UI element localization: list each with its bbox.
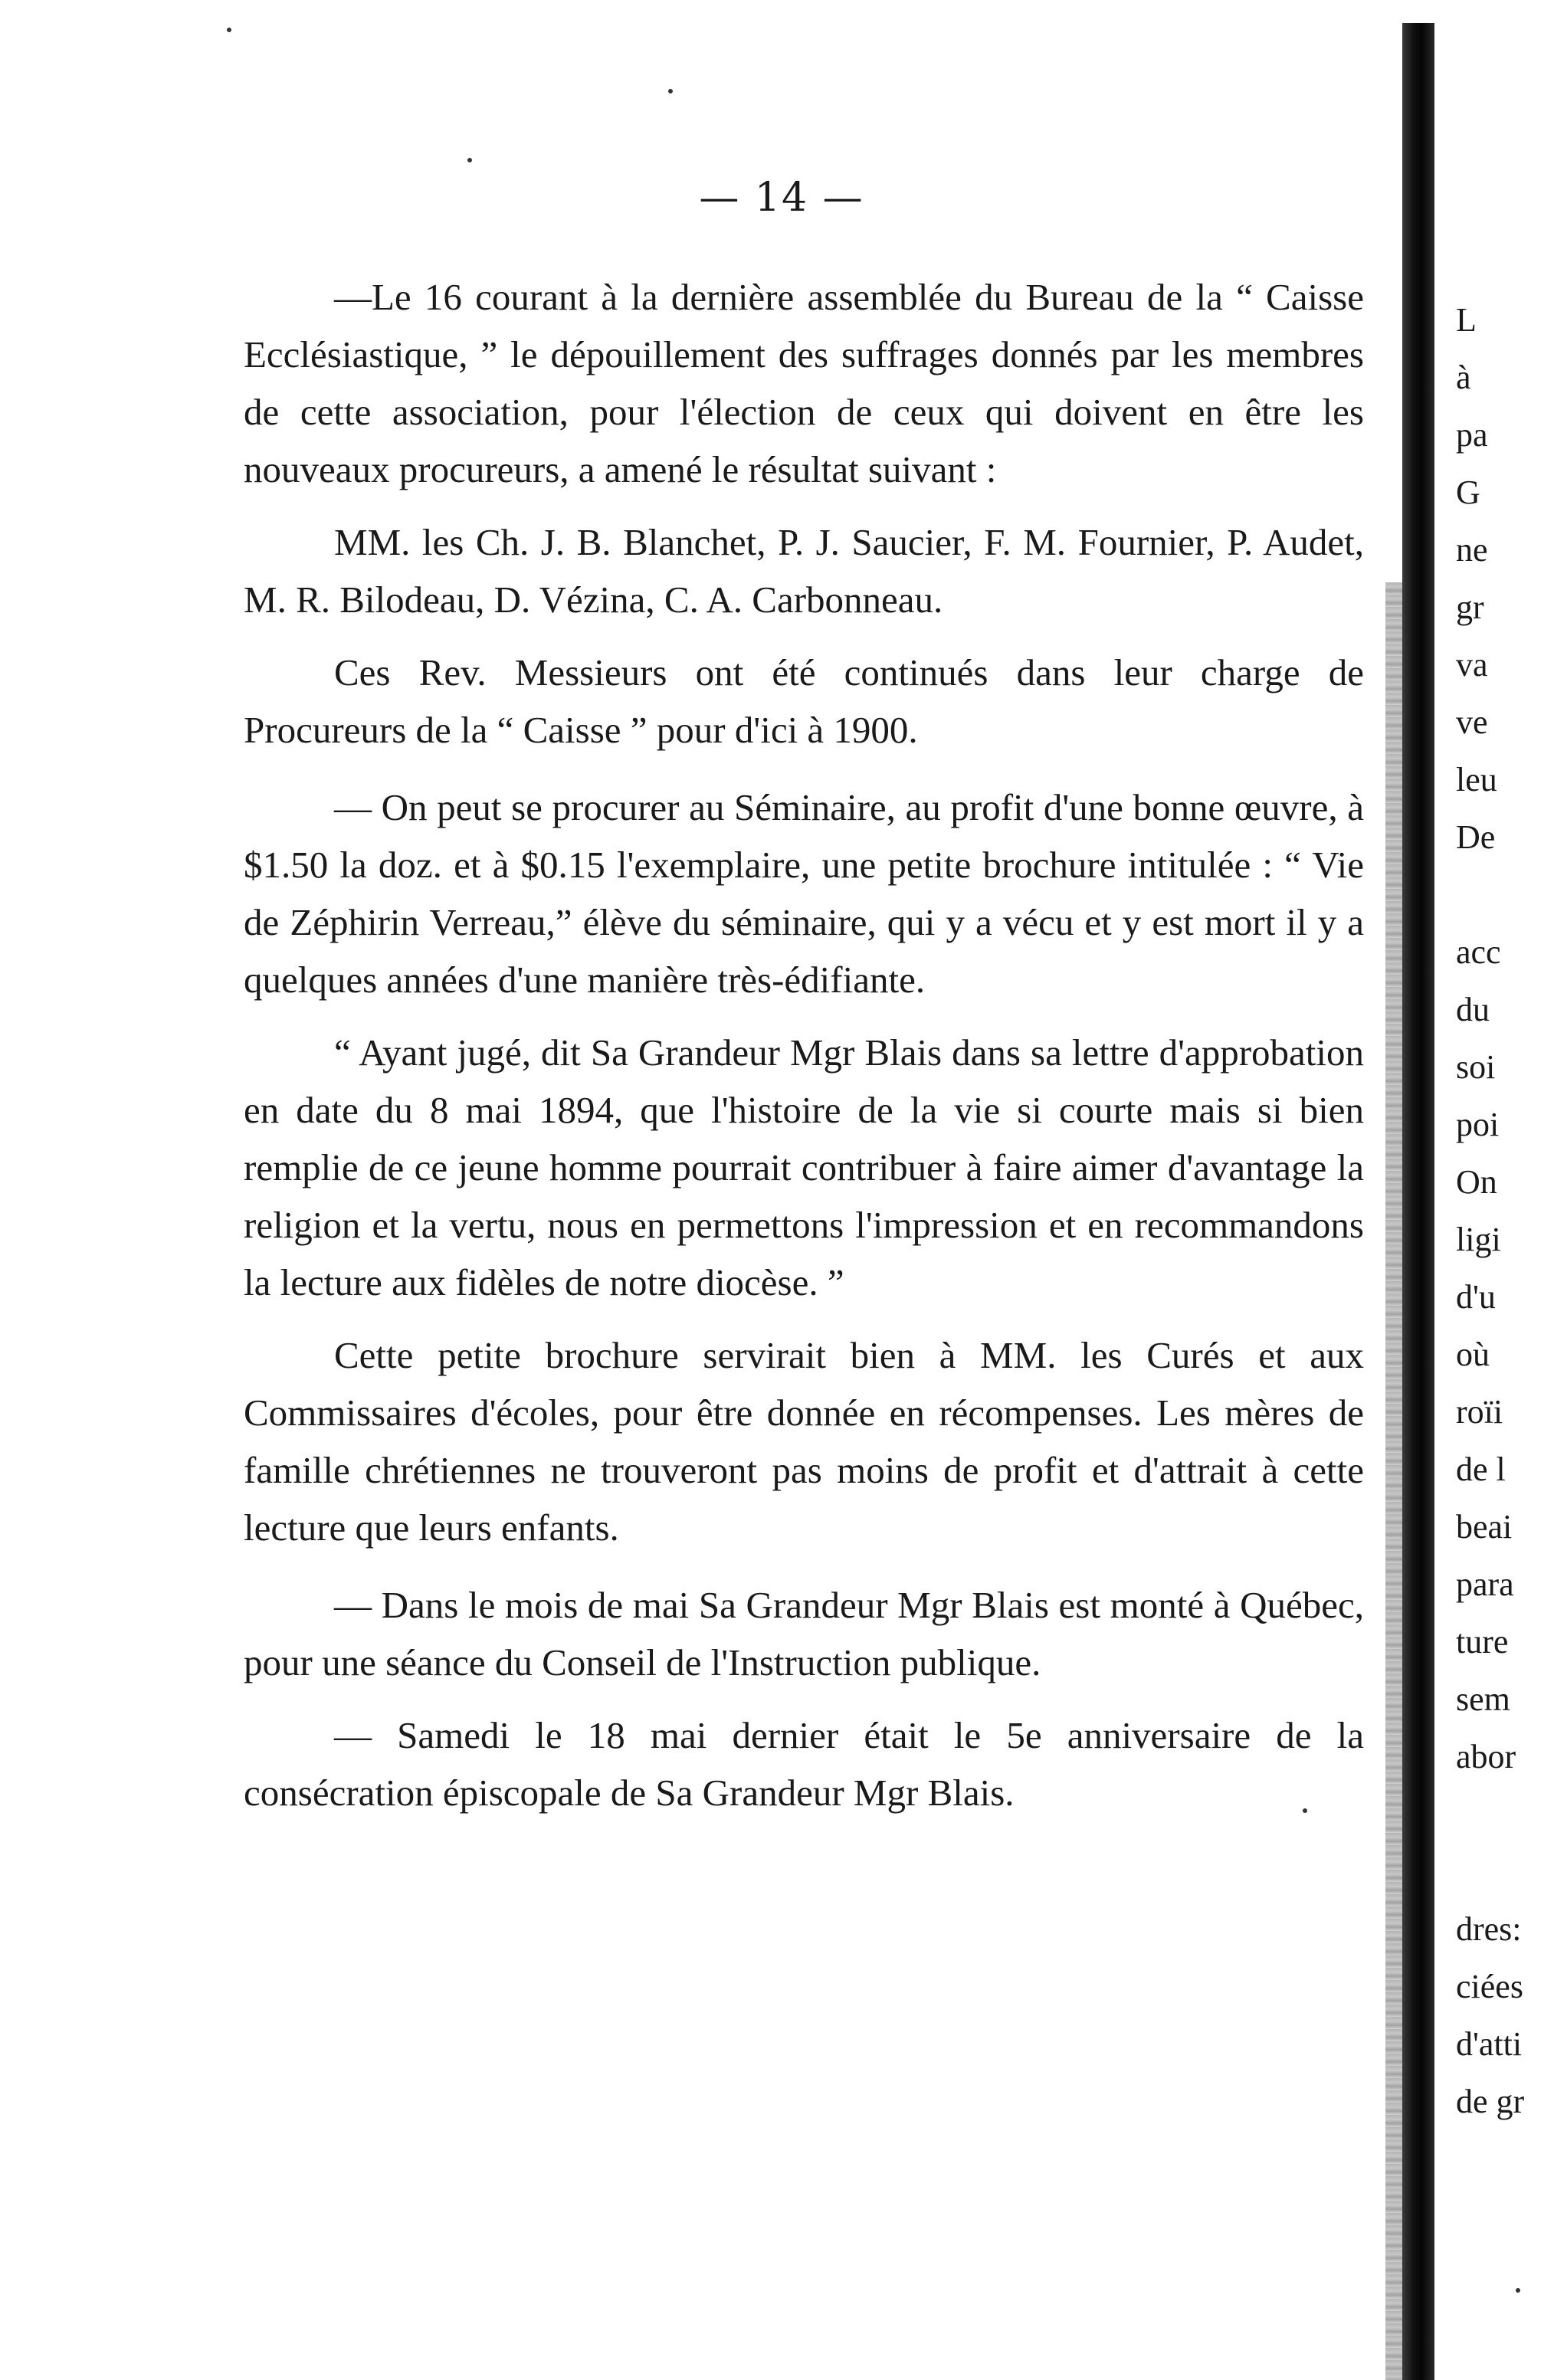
ink-speck bbox=[668, 89, 673, 93]
paragraph-brochure-notice: — On peut se procurer au Séminaire, au profit d'une bonne œuvre, à $1.50 la doz. et à $0.15 l'exemplaire, une petite brochure intitulée : “ Vie de Zéphirin Verreau,” élève du séminaire, qui y a vécu et y est mort il y a quelques années d'une manière très-édifiante. bbox=[244, 786, 1364, 1001]
fragment-line: va bbox=[1456, 646, 1488, 684]
paragraph-procureurs-continued: Ces Rev. Messieurs ont été continués dans leur charge de Procureurs de la “ Caisse ” pour d'ici à 1900. bbox=[244, 651, 1364, 751]
book-binding-gutter bbox=[1402, 23, 1434, 2380]
fragment-line: dres: bbox=[1456, 1910, 1522, 1948]
fragment-line: poi bbox=[1456, 1106, 1500, 1143]
fragment-line: d'atti bbox=[1456, 2025, 1523, 2063]
fragment-line: ve bbox=[1456, 703, 1488, 741]
ink-speck bbox=[227, 28, 231, 32]
fragment-line: abor bbox=[1456, 1738, 1516, 1775]
fragment-line: d'u bbox=[1456, 1278, 1496, 1316]
fragment-line: ligi bbox=[1456, 1221, 1501, 1258]
fragment-line: soi bbox=[1456, 1048, 1496, 1086]
fragment-line: gr bbox=[1456, 588, 1484, 626]
ink-speck bbox=[1303, 1808, 1307, 1813]
fragment-line: G bbox=[1456, 474, 1480, 511]
fragment-line: para bbox=[1456, 1565, 1514, 1603]
paragraph-caisse-election: —Le 16 courant à la dernière assemblée du Bureau de la “ Caisse Ecclésiastique, ” le dépouillement des suffrages donnés par les membres de cette association, pour l'élection de ceux qui doivent en être les nouveaux procureurs, a amené le résultat suivant : bbox=[244, 276, 1364, 490]
page-edge-shadow bbox=[1385, 582, 1402, 2380]
fragment-gap bbox=[1456, 1843, 1554, 1900]
paragraph-brochure-recommendation: Cette petite brochure servirait bien à MM. les Curés et aux Commissaires d'écoles, pour être donnée en récompenses. Les mères de famille chrétiennes ne trouveront pas moins de profit et d'attrait à cette lecture que leurs enfants. bbox=[244, 1334, 1364, 1549]
facing-page-fragment bbox=[1456, 291, 1554, 2130]
fragment-line: sem bbox=[1456, 1680, 1510, 1718]
fragment-line: où bbox=[1456, 1336, 1490, 1373]
fragment-line: L bbox=[1456, 301, 1477, 339]
fragment-line: leu bbox=[1456, 761, 1497, 798]
page-number: — 14 — bbox=[699, 175, 864, 221]
paragraph-anniversary: — Samedi le 18 mai dernier était le 5e anniversaire de la consécration épiscopale de Sa Grandeur Mgr Blais. bbox=[244, 1714, 1364, 1814]
ink-speck bbox=[1516, 2288, 1520, 2293]
fragment-line: De bbox=[1456, 818, 1496, 856]
fragment-line: ciées bbox=[1456, 1968, 1523, 2005]
fragment-line: de gr bbox=[1456, 2083, 1525, 2120]
main-text-column bbox=[244, 268, 1364, 1837]
paragraph-procureurs-names: MM. les Ch. J. B. Blanchet, P. J. Saucier, F. M. Fournier, P. Audet, M. R. Bilodeau, D. Vézina, C. A. Carbonneau. bbox=[244, 521, 1364, 621]
fragment-gap bbox=[1456, 866, 1554, 923]
fragment-line: de l bbox=[1456, 1451, 1506, 1488]
fragment-line: du bbox=[1456, 991, 1490, 1028]
fragment-line: ne bbox=[1456, 531, 1488, 569]
fragment-line: roïi bbox=[1456, 1393, 1503, 1431]
paragraph-quebec-visit: — Dans le mois de mai Sa Grandeur Mgr Blais est monté à Québec, pour une séance du Conseil de l'Instruction publique. bbox=[244, 1584, 1364, 1683]
ink-speck bbox=[467, 158, 472, 162]
fragment-gap bbox=[1456, 1785, 1554, 1843]
paragraph-approbation-quote: “ Ayant jugé, dit Sa Grandeur Mgr Blais dans sa lettre d'approbation en date du 8 mai 1894, que l'histoire de la vie si courte mais si bien remplie de ce jeune homme pourrait contribuer à faire aimer d'avantage la religion et la vertu, nous en permettons l'impression et en recommandons la lecture aux fidèles de notre diocèse. ” bbox=[244, 1031, 1364, 1303]
fragment-line: ture bbox=[1456, 1623, 1509, 1660]
fragment-line: On bbox=[1456, 1163, 1497, 1201]
fragment-line: à bbox=[1456, 359, 1471, 396]
fragment-line: acc bbox=[1456, 933, 1501, 971]
fragment-line: pa bbox=[1456, 416, 1488, 454]
fragment-line: beai bbox=[1456, 1508, 1513, 1546]
